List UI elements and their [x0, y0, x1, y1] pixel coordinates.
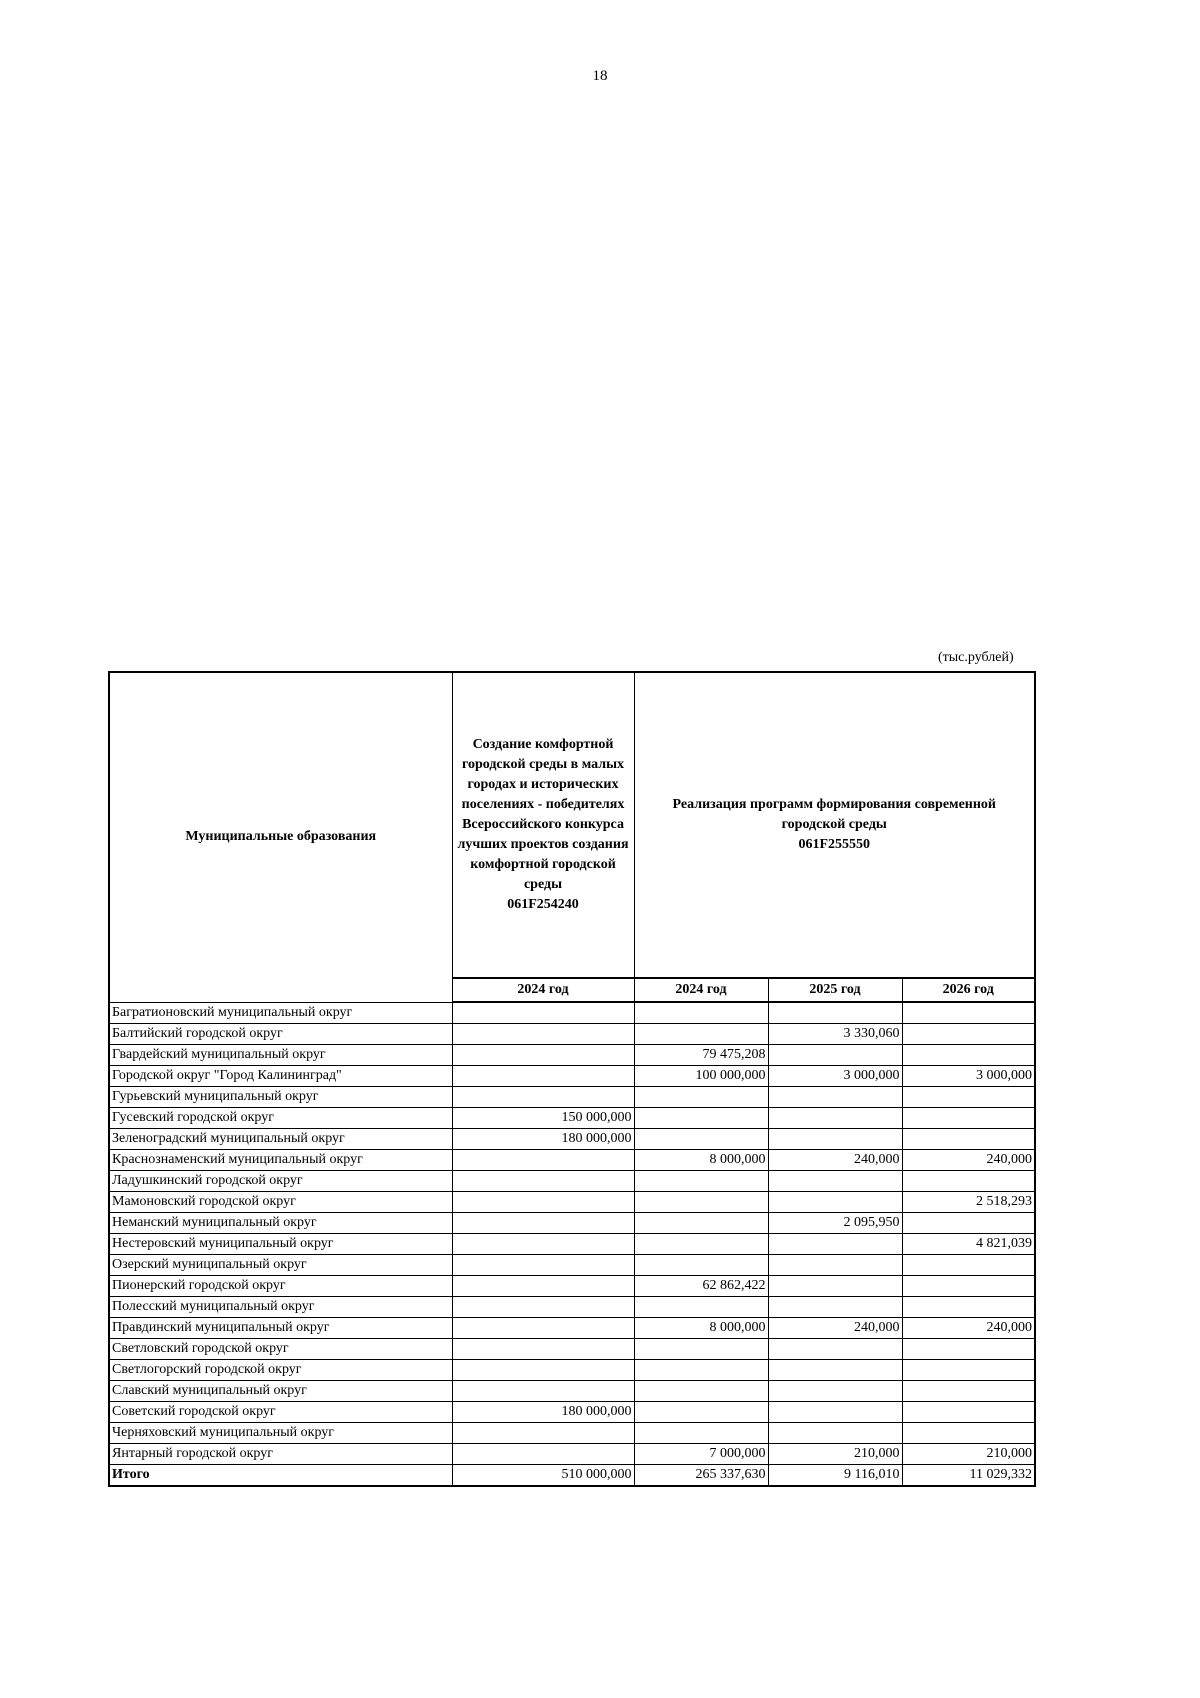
- cell-program-2024: [634, 1381, 768, 1402]
- cell-program-2025: 3 330,060: [768, 1024, 902, 1045]
- table-row: [109, 1213, 1035, 1234]
- table-row: [109, 1318, 1035, 1339]
- table-row: [109, 1402, 1035, 1423]
- cell-program-2026: 210,000: [902, 1444, 1035, 1465]
- municipality-name: Озерский муниципальный округ: [109, 1255, 452, 1276]
- total-row: [109, 1465, 1035, 1487]
- cell-small-towns-2024: [452, 1087, 634, 1108]
- cell-program-2026: [902, 1002, 1035, 1024]
- cell-program-2024: [634, 1213, 768, 1234]
- cell-program-2025: 2 095,950: [768, 1213, 902, 1234]
- cell-small-towns-2024: [452, 1150, 634, 1171]
- budget-table: [108, 671, 1036, 1487]
- total-label: Итого: [109, 1465, 452, 1487]
- cell-program-2024: 8 000,000: [634, 1150, 768, 1171]
- municipality-name: Пионерский городской округ: [109, 1276, 452, 1297]
- municipality-name: Светлогорский городской округ: [109, 1360, 452, 1381]
- cell-program-2024: [634, 1108, 768, 1129]
- cell-program-2025: [768, 1255, 902, 1276]
- cell-small-towns-2024: [452, 1276, 634, 1297]
- header-year: 2024 год: [634, 978, 768, 1002]
- cell-program-2026: [902, 1045, 1035, 1066]
- header-small-towns-code: 061F254240: [507, 897, 579, 912]
- cell-small-towns-2024: [452, 1192, 634, 1213]
- table-row: [109, 1381, 1035, 1402]
- cell-program-2024: [634, 1297, 768, 1318]
- cell-program-2024: 8 000,000: [634, 1318, 768, 1339]
- header-row: [109, 672, 1035, 978]
- cell-program-2024: [634, 1339, 768, 1360]
- cell-program-2024: [634, 1129, 768, 1150]
- cell-program-2026: 2 518,293: [902, 1192, 1035, 1213]
- cell-program-2024: 79 475,208: [634, 1045, 768, 1066]
- cell-program-2024: [634, 1171, 768, 1192]
- cell-program-2025: [768, 1171, 902, 1192]
- cell-program-2024: 100 000,000: [634, 1066, 768, 1087]
- table-row: [109, 1108, 1035, 1129]
- municipality-name: Нестеровский муниципальный округ: [109, 1234, 452, 1255]
- header-program-code: 061F255550: [798, 837, 871, 852]
- cell-small-towns-2024: [452, 1171, 634, 1192]
- table-row: [109, 1360, 1035, 1381]
- cell-program-2026: 240,000: [902, 1318, 1035, 1339]
- municipality-name: Гвардейский муниципальный округ: [109, 1045, 452, 1066]
- table-row: [109, 1066, 1035, 1087]
- table-row: [109, 1024, 1035, 1045]
- header-year: 2024 год: [452, 978, 634, 1002]
- cell-program-2024: [634, 1255, 768, 1276]
- table-row: [109, 1234, 1035, 1255]
- municipality-name: Неманский муниципальный округ: [109, 1213, 452, 1234]
- header-small-towns-label: Создание комфортной городской среды в малых городах и исторических поселениях - победителях Всероссийского конкурса лучших проектов создания комфортной городской среды: [457, 737, 629, 892]
- cell-program-2025: [768, 1192, 902, 1213]
- table-row: [109, 1087, 1035, 1108]
- cell-small-towns-2024: [452, 1213, 634, 1234]
- cell-program-2025: [768, 1276, 902, 1297]
- cell-program-2024: [634, 1024, 768, 1045]
- cell-program-2026: [902, 1297, 1035, 1318]
- header-municipalities: [109, 672, 452, 1002]
- cell-program-2026: 11 029,332: [902, 1465, 1035, 1487]
- cell-program-2026: [902, 1402, 1035, 1423]
- municipality-name: Гурьевский муниципальный округ: [109, 1087, 452, 1108]
- table-row: [109, 1192, 1035, 1213]
- cell-program-2024: 62 862,422: [634, 1276, 768, 1297]
- cell-program-2025: 3 000,000: [768, 1066, 902, 1087]
- cell-program-2024: 7 000,000: [634, 1444, 768, 1465]
- table-row: [109, 1002, 1035, 1024]
- cell-program-2025: 9 116,010: [768, 1465, 902, 1487]
- cell-program-2024: [634, 1087, 768, 1108]
- cell-small-towns-2024: [452, 1024, 634, 1045]
- cell-program-2025: 240,000: [768, 1318, 902, 1339]
- municipality-name: Гусевский городской округ: [109, 1108, 452, 1129]
- cell-program-2025: [768, 1360, 902, 1381]
- municipality-name: Ладушкинский городской округ: [109, 1171, 452, 1192]
- cell-program-2026: [902, 1255, 1035, 1276]
- cell-program-2026: [902, 1129, 1035, 1150]
- municipality-name: Краснознаменский муниципальный округ: [109, 1150, 452, 1171]
- cell-program-2026: [902, 1339, 1035, 1360]
- municipality-name: Багратионовский муниципальный округ: [109, 1002, 452, 1024]
- municipality-name: Городской округ "Город Калининград": [109, 1066, 452, 1087]
- header-municipalities-label: Муниципальные образования: [185, 829, 377, 845]
- cell-small-towns-2024: [452, 1045, 634, 1066]
- cell-program-2024: [634, 1234, 768, 1255]
- cell-program-2024: [634, 1360, 768, 1381]
- municipality-name: Советский городской округ: [109, 1402, 452, 1423]
- cell-small-towns-2024: [452, 1066, 634, 1087]
- cell-program-2026: [902, 1213, 1035, 1234]
- municipality-name: Черняховский муниципальный округ: [109, 1423, 452, 1444]
- cell-program-2026: [902, 1381, 1035, 1402]
- cell-small-towns-2024: 150 000,000: [452, 1108, 634, 1129]
- table-row: [109, 1423, 1035, 1444]
- cell-small-towns-2024: [452, 1360, 634, 1381]
- cell-program-2026: 240,000: [902, 1150, 1035, 1171]
- cell-program-2025: [768, 1339, 902, 1360]
- municipality-name: Мамоновский городской округ: [109, 1192, 452, 1213]
- cell-small-towns-2024: [452, 1234, 634, 1255]
- municipality-name: Балтийский городской округ: [109, 1024, 452, 1045]
- municipality-name: Янтарный городской округ: [109, 1444, 452, 1465]
- cell-program-2026: 3 000,000: [902, 1066, 1035, 1087]
- cell-program-2024: [634, 1002, 768, 1024]
- cell-small-towns-2024: [452, 1423, 634, 1444]
- cell-program-2025: [768, 1423, 902, 1444]
- header-year: 2026 год: [902, 978, 1035, 1002]
- cell-program-2026: [902, 1024, 1035, 1045]
- cell-program-2025: [768, 1108, 902, 1129]
- cell-program-2025: [768, 1234, 902, 1255]
- header-program: [634, 672, 1035, 978]
- cell-program-2026: 4 821,039: [902, 1234, 1035, 1255]
- cell-program-2025: [768, 1045, 902, 1066]
- cell-small-towns-2024: [452, 1002, 634, 1024]
- cell-program-2024: 265 337,630: [634, 1465, 768, 1487]
- table-body: [109, 1002, 1035, 1486]
- cell-small-towns-2024: [452, 1318, 634, 1339]
- cell-small-towns-2024: [452, 1255, 634, 1276]
- cell-small-towns-2024: [452, 1381, 634, 1402]
- cell-program-2024: [634, 1192, 768, 1213]
- cell-small-towns-2024: [452, 1297, 634, 1318]
- cell-program-2026: [902, 1276, 1035, 1297]
- table-row: [109, 1255, 1035, 1276]
- cell-program-2025: 240,000: [768, 1150, 902, 1171]
- table-row: [109, 1045, 1035, 1066]
- table-row: [109, 1339, 1035, 1360]
- table-row: [109, 1444, 1035, 1465]
- table-header: [109, 672, 1035, 1002]
- table-row: [109, 1150, 1035, 1171]
- municipality-name: Светловский городской округ: [109, 1339, 452, 1360]
- cell-program-2024: [634, 1423, 768, 1444]
- cell-program-2026: [902, 1087, 1035, 1108]
- table-row: [109, 1276, 1035, 1297]
- cell-program-2025: [768, 1381, 902, 1402]
- cell-program-2025: 210,000: [768, 1444, 902, 1465]
- municipality-name: Славский муниципальный округ: [109, 1381, 452, 1402]
- municipality-name: Полесский муниципальный округ: [109, 1297, 452, 1318]
- cell-program-2025: [768, 1087, 902, 1108]
- cell-small-towns-2024: 180 000,000: [452, 1402, 634, 1423]
- cell-small-towns-2024: [452, 1339, 634, 1360]
- municipality-name: Правдинский муниципальный округ: [109, 1318, 452, 1339]
- cell-program-2026: [902, 1423, 1035, 1444]
- cell-program-2025: [768, 1402, 902, 1423]
- cell-program-2026: [902, 1108, 1035, 1129]
- cell-small-towns-2024: 510 000,000: [452, 1465, 634, 1487]
- page-number: 18: [592, 68, 608, 84]
- header-small-towns: [452, 672, 634, 978]
- cell-small-towns-2024: 180 000,000: [452, 1129, 634, 1150]
- municipality-name: Зеленоградский муниципальный округ: [109, 1129, 452, 1150]
- unit-note: (тыс.рублей): [938, 650, 1014, 665]
- table-row: [109, 1171, 1035, 1192]
- cell-program-2024: [634, 1402, 768, 1423]
- cell-program-2026: [902, 1171, 1035, 1192]
- table-row: [109, 1129, 1035, 1150]
- cell-program-2026: [902, 1360, 1035, 1381]
- cell-program-2025: [768, 1002, 902, 1024]
- cell-small-towns-2024: [452, 1444, 634, 1465]
- cell-program-2025: [768, 1297, 902, 1318]
- header-year: 2025 год: [768, 978, 902, 1002]
- header-program-label: Реализация программ формирования современной городской среды: [672, 797, 996, 832]
- cell-program-2025: [768, 1129, 902, 1150]
- table-row: [109, 1297, 1035, 1318]
